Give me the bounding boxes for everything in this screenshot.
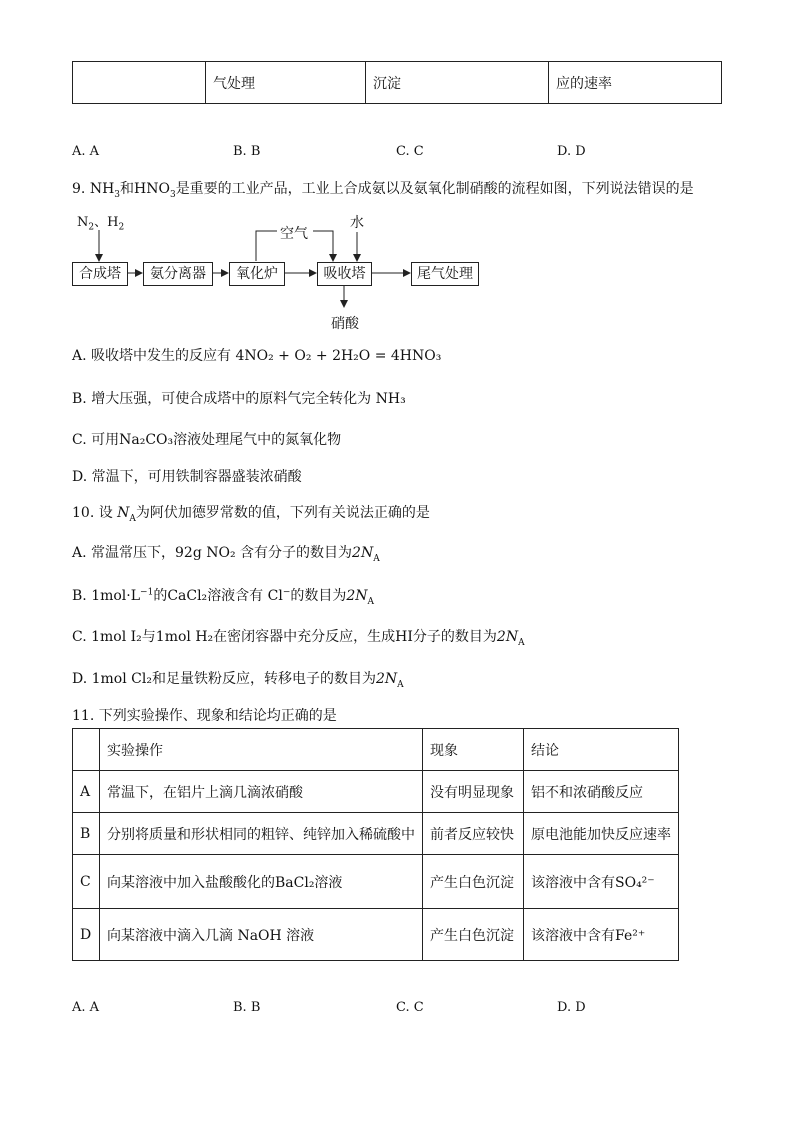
table-row — [73, 813, 679, 855]
table-row — [73, 855, 679, 909]
q9-stem: 9. $NH_3$和$HNO_3$是重要的工业产品，工业上合成氨以及氨氧化制硝酸的流程如图，下列说法错误的是 — [72, 181, 694, 200]
q8-option-d: D. D — [557, 144, 586, 159]
table-row — [73, 909, 679, 961]
q11-table — [72, 728, 679, 961]
table-row — [73, 729, 679, 771]
q11-row-b-phen: 前者反应较快 — [423, 813, 524, 855]
q11-header-3: 结论 — [524, 729, 679, 771]
flow-arrows — [0, 0, 794, 340]
q11-row-d-phen: 产生白色沉淀 — [423, 909, 524, 961]
q11-row-b-op: 分别将质量和形状相同的粗锌、纯锌加入稀硫酸中 — [100, 813, 423, 855]
q11-header-2: 现象 — [423, 729, 524, 771]
q11-row-c-label: C — [73, 855, 100, 909]
top-table-cell-3: 应的速率 — [549, 62, 722, 104]
q11-row-b-label: B — [73, 813, 100, 855]
q11-row-b-conc: 原电池能加快反应速率 — [524, 813, 679, 855]
q11-row-d-op: 向某溶液中滴入几滴 NaOH 溶液 — [100, 909, 423, 961]
q11-option-a: A. A — [72, 1000, 100, 1015]
q9-option-b: B. 增大压强，可使合成塔中的原料气完全转化为 NH₃ — [72, 391, 406, 407]
q11-row-a-conc: 铝不和浓硝酸反应 — [524, 771, 679, 813]
q8-option-b: B. B — [233, 144, 261, 159]
q10-option-b: B. $1mol\cdot L^{-1}$的CaCl₂溶液含有 Cl−的数目为$2N_A$ — [72, 587, 375, 607]
q11-row-a-label: A — [73, 771, 100, 813]
q9-option-c: C. 可用Na₂CO₃溶液处理尾气中的氮氧化物 — [72, 432, 342, 448]
q8-option-c: C. C — [396, 144, 424, 159]
flow-input-n2-h2: $N_2$、$H_2$ — [77, 215, 125, 233]
q9-option-a: A. 吸收塔中发生的反应有 4NO₂ + O₂ + 2H₂O = 4HNO₃ — [72, 348, 442, 364]
q11-row-c-conc: 该溶液中含有SO₄²⁻ — [524, 855, 679, 909]
q11-row-c-phen: 产生白色沉淀 — [423, 855, 524, 909]
q11-header-1: 实验操作 — [100, 729, 423, 771]
q11-stem: 11. 下列实验操作、现象和结论均正确的是 — [72, 708, 337, 724]
top-table-cell-2: 沉淀 — [366, 62, 549, 104]
q10-stem: 10. 设 $N_A$为阿伏加德罗常数的值，下列有关说法正确的是 — [72, 505, 430, 524]
q11-option-b: B. B — [233, 1000, 261, 1015]
q10-option-a: A. 常温常压下，92g NO₂ 含有分子的数目为$2N_A$ — [72, 545, 380, 564]
flow-output-nitric-acid: 硝酸 — [331, 316, 359, 332]
q11-option-d: D. D — [557, 1000, 586, 1015]
q10-option-d: D. 1mol Cl₂和足量铁粉反应，转移电子的数目为$2N_A$ — [72, 671, 404, 690]
flow-label-air: 空气 — [280, 226, 308, 242]
q11-row-d-label: D — [73, 909, 100, 961]
q8-option-a: A. A — [72, 144, 100, 159]
q11-row-d-conc: 该溶液中含有Fe²⁺ — [524, 909, 679, 961]
flow-box-tail-gas: 尾气处理 — [411, 262, 479, 286]
q11-header-0 — [73, 729, 100, 771]
q9-option-d: D. 常温下，可用铁制容器盛装浓硝酸 — [72, 469, 302, 485]
flow-label-water: 水 — [350, 215, 364, 231]
q11-option-c: C. C — [396, 1000, 424, 1015]
q11-row-a-op: 常温下，在铝片上滴几滴浓硝酸 — [100, 771, 423, 813]
q10-option-c: C. 1mol I₂与1mol H₂在密闭容器中充分反应，生成HI分子的数目为$2N_A$ — [72, 629, 525, 648]
q11-row-c-op: 向某溶液中加入盐酸酸化的BaCl₂溶液 — [100, 855, 423, 909]
q11-row-a-phen: 没有明显现象 — [423, 771, 524, 813]
flow-box-synthesis-tower: 合成塔 — [72, 262, 128, 286]
top-table-cell-1: 气处理 — [206, 62, 366, 104]
table-row — [73, 771, 679, 813]
flow-box-oxidation-furnace: 氧化炉 — [229, 262, 285, 286]
flow-box-absorption-tower: 吸收塔 — [317, 262, 372, 286]
flow-box-ammonia-separator: 氨分离器 — [143, 262, 213, 286]
